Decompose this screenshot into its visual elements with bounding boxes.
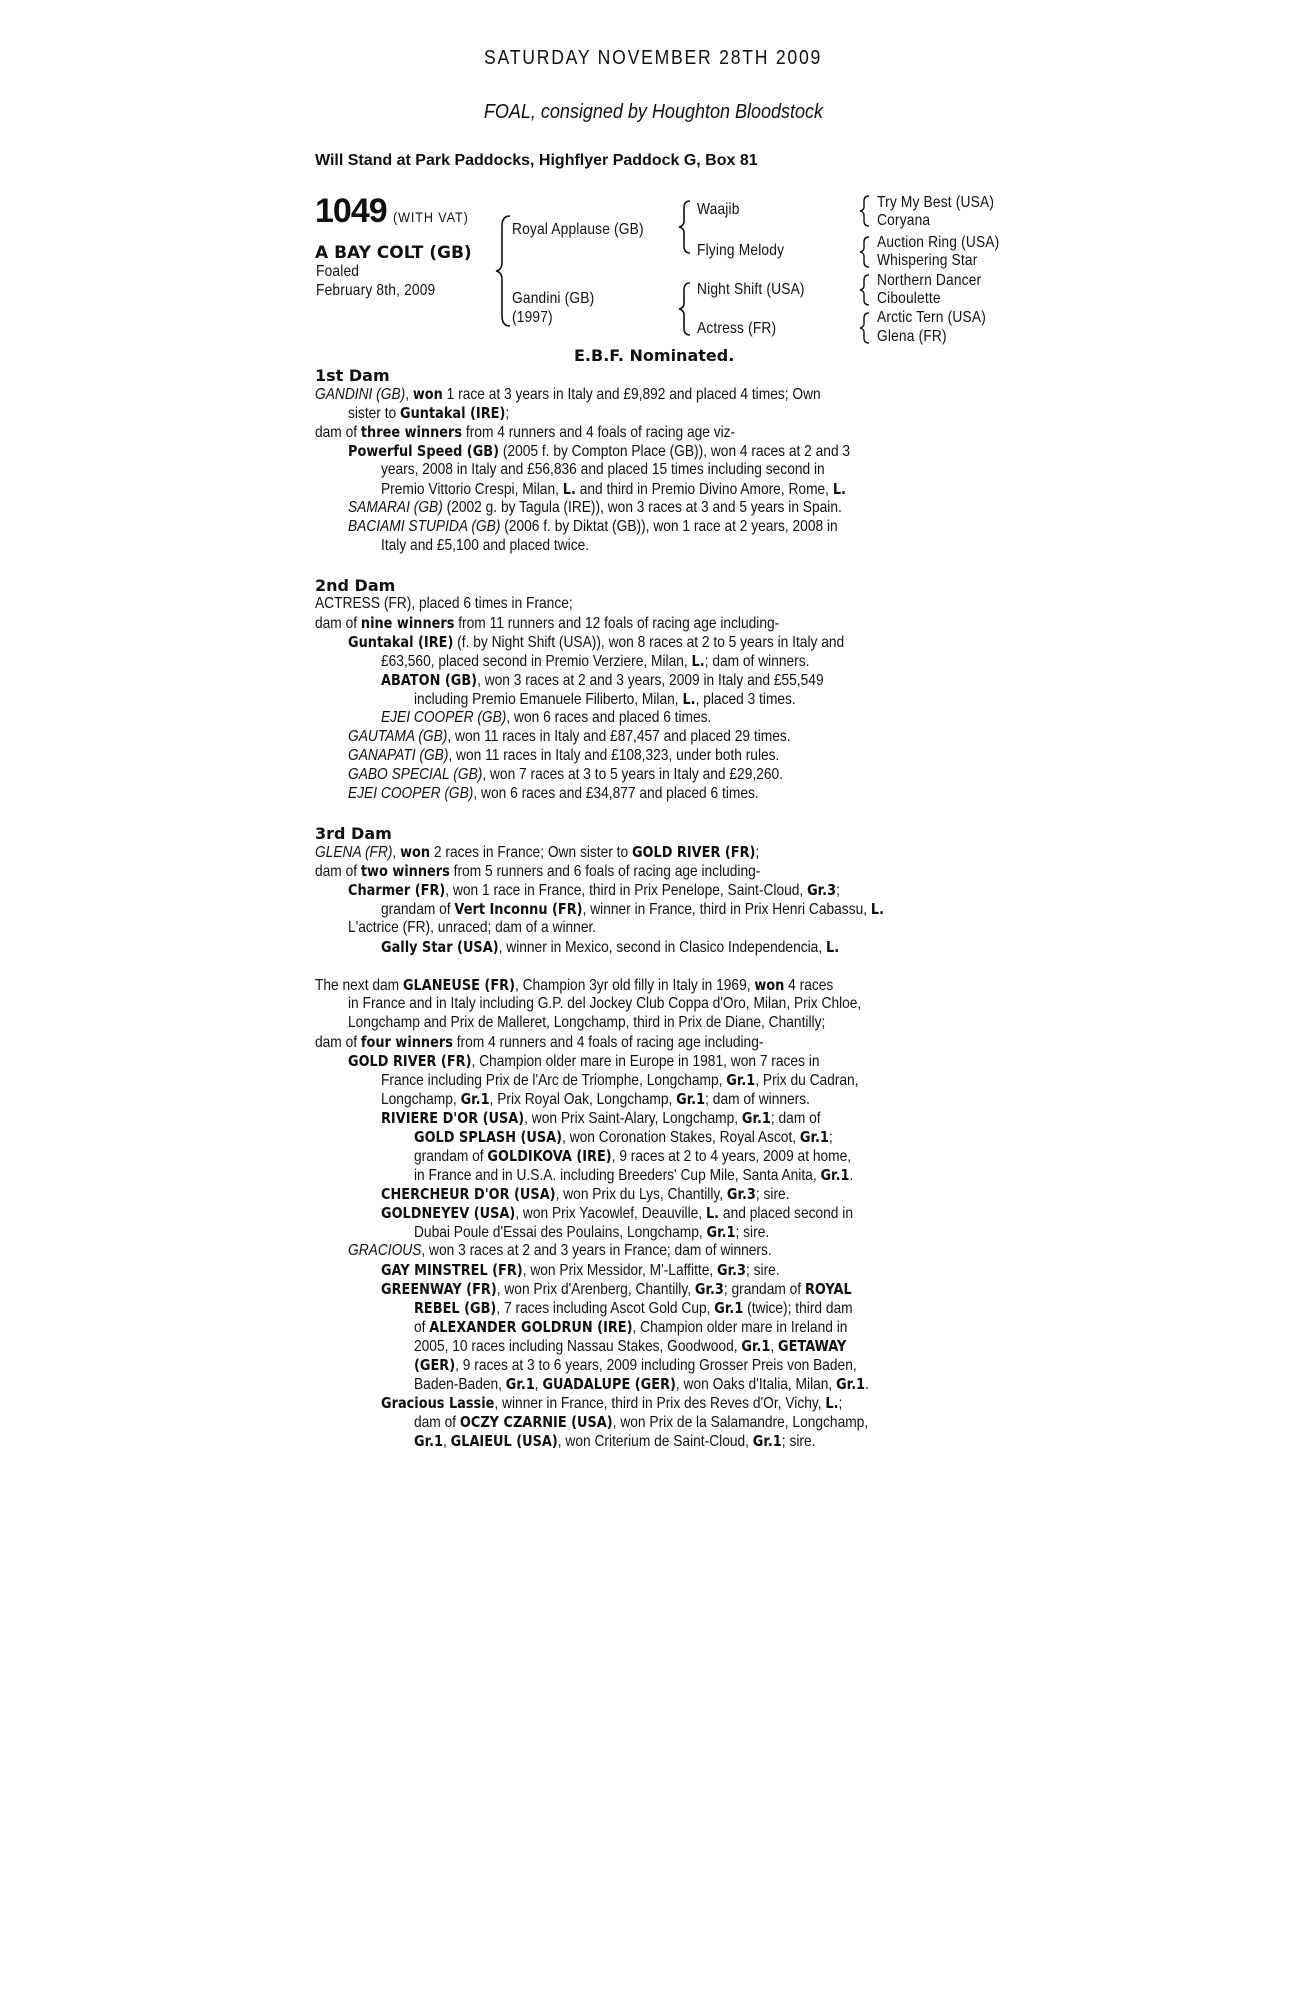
text-line: (GER), 9 races at 3 to 6 years, 2009 including Grosser Preis von Baden, xyxy=(414,1356,857,1374)
text-line: GOLD RIVER (FR), Champion older mare in Europe in 1981, won 7 races in xyxy=(348,1052,820,1070)
great-grandparent-7: Arctic Tern (USA) xyxy=(877,309,986,326)
text-line: Baden-Baden, Gr.1, GUADALUPE (GER), won Oaks d'Italia, Milan, Gr.1. xyxy=(414,1375,869,1393)
text-line: grandam of Vert Inconnu (FR), winner in France, third in Prix Henri Cabassu, L. xyxy=(381,900,885,918)
text-line: France including Prix de l'Arc de Triomphe, Longchamp, Gr.1, Prix du Cadran, xyxy=(381,1071,859,1089)
text-line: Charmer (FR), won 1 race in France, third in Prix Penelope, Saint-Cloud, Gr.3; xyxy=(348,881,840,899)
great-grandparent-5: Northern Dancer xyxy=(877,272,982,289)
foaled-label: Foaled xyxy=(316,263,360,280)
pedigree-brace-4 xyxy=(856,194,874,228)
ebf-nomination: E.B.F. Nominated. xyxy=(574,346,735,365)
vat-note: (WITH VAT) xyxy=(392,209,469,225)
text-line: including Premio Emanuele Filiberto, Milan, L., placed 3 times. xyxy=(414,690,796,708)
stand-location: Will Stand at Park Paddocks, Highflyer Paddock G, Box 81 xyxy=(315,152,758,169)
text-line: Powerful Speed (GB) (2005 f. by Compton Place (GB)), won 4 races at 2 and 3 xyxy=(348,442,851,460)
text-line: dam of three winners from 4 runners and 4 foals of racing age viz- xyxy=(315,423,736,441)
text-line: GLENA (FR), won 2 races in France; Own sister to GOLD RIVER (FR); xyxy=(315,843,760,861)
text-line: CHERCHEUR D'OR (USA), won Prix du Lys, Chantilly, Gr.3; sire. xyxy=(381,1185,790,1203)
text-line: dam of four winners from 4 runners and 4 foals of racing age including- xyxy=(315,1033,764,1051)
dam-dam: Actress (FR) xyxy=(697,320,777,337)
text-line: sister to Guntakal (IRE); xyxy=(348,404,510,422)
text-line: of ALEXANDER GOLDRUN (IRE), Champion older mare in Ireland in xyxy=(414,1318,848,1336)
lot-title: A BAY COLT (GB) xyxy=(315,243,472,263)
great-grandparent-8: Glena (FR) xyxy=(877,328,947,345)
pedigree-brace-7 xyxy=(856,311,874,345)
great-grandparent-6: Ciboulette xyxy=(877,290,941,307)
text-line: Gally Star (USA), winner in Mexico, second in Clasico Independencia, L. xyxy=(381,938,840,956)
text-line: ACTRESS (FR), placed 6 times in France; xyxy=(315,595,573,612)
foaled-date: February 8th, 2009 xyxy=(316,282,436,299)
sire-dam: Flying Melody xyxy=(697,242,785,259)
lot-number-value: 1049 xyxy=(315,192,387,230)
pedigree-brace-3 xyxy=(674,280,696,338)
text-line: in France and in U.S.A. including Breeders' Cup Mile, Santa Anita, Gr.1. xyxy=(414,1166,854,1184)
text-line: Italy and £5,100 and placed twice. xyxy=(381,537,590,554)
sale-date: SATURDAY NOVEMBER 28TH 2009 xyxy=(484,47,823,69)
text-line: grandam of GOLDIKOVA (IRE), 9 races at 2 to 4 years, 2009 at home, xyxy=(414,1147,852,1165)
text-line: GRACIOUS, won 3 races at 2 and 3 years in France; dam of winners. xyxy=(348,1242,772,1259)
text-line: GAY MINSTREL (FR), won Prix Messidor, M'-Laffitte, Gr.3; sire. xyxy=(381,1261,780,1279)
consignor-line: FOAL, consigned by Houghton Bloodstock xyxy=(483,101,824,123)
pedigree-brace-6 xyxy=(856,273,874,307)
great-grandparent-1: Try My Best (USA) xyxy=(877,194,995,211)
text-line: GABO SPECIAL (GB), won 7 races at 3 to 5 years in Italy and £29,260. xyxy=(348,766,783,783)
text-line: GANAPATI (GB), won 11 races in Italy and £108,323, under both rules. xyxy=(348,747,780,764)
text-line: 2005, 10 races including Nassau Stakes, Goodwood, Gr.1, GETAWAY xyxy=(414,1337,847,1355)
text-line: Guntakal (IRE) (f. by Night Shift (USA)), won 8 races at 2 to 5 years in Italy and xyxy=(348,633,845,651)
second-dam-heading: 2nd Dam xyxy=(315,576,396,595)
text-line: GANDINI (GB), won 1 race at 3 years in Italy and £9,892 and placed 4 times; Own xyxy=(315,385,821,403)
text-line: GREENWAY (FR), won Prix d'Arenberg, Chantilly, Gr.3; grandam of ROYAL xyxy=(381,1280,852,1298)
pedigree-brace-2 xyxy=(674,198,696,256)
text-line: years, 2008 in Italy and £56,836 and placed 15 times including second in xyxy=(381,461,825,478)
dam-sire: Night Shift (USA) xyxy=(697,281,805,298)
text-line: ABATON (GB), won 3 races at 2 and 3 years, 2009 in Italy and £55,549 xyxy=(381,671,824,689)
pedigree-brace-5 xyxy=(856,235,874,269)
text-line: BACIAMI STUPIDA (GB) (2006 f. by Diktat (GB)), won 1 race at 2 years, 2008 in xyxy=(348,518,838,535)
text-line: Dubai Poule d'Essai des Poulains, Longchamp, Gr.1; sire. xyxy=(414,1223,770,1241)
text-line: L'actrice (FR), unraced; dam of a winner. xyxy=(348,919,597,936)
text-line: dam of OCZY CZARNIE (USA), won Prix de la Salamandre, Longchamp, xyxy=(414,1413,869,1431)
great-grandparent-3: Auction Ring (USA) xyxy=(877,234,1000,251)
great-grandparent-4: Whispering Star xyxy=(877,252,978,269)
text-line: GAUTAMA (GB), won 11 races in Italy and £87,457 and placed 29 times. xyxy=(348,728,791,745)
text-line: Premio Vittorio Crespi, Milan, L. and third in Premio Divino Amore, Rome, L. xyxy=(381,480,846,498)
text-line: SAMARAI (GB) (2002 g. by Tagula (IRE)), won 3 races at 3 and 5 years in Spain. xyxy=(348,499,842,516)
text-line: £63,560, placed second in Premio Verziere, Milan, L.; dam of winners. xyxy=(381,652,810,670)
dam: Gandini (GB) xyxy=(512,290,595,307)
text-line: The next dam GLANEUSE (FR), Champion 3yr old filly in Italy in 1969, won 4 races xyxy=(315,976,834,994)
text-line: EJEI COOPER (GB), won 6 races and £34,877 and placed 6 times. xyxy=(348,785,759,802)
sire: Royal Applause (GB) xyxy=(512,221,644,238)
text-line: Longchamp and Prix de Malleret, Longchamp, third in Prix de Diane, Chantilly; xyxy=(348,1014,826,1031)
third-dam-heading: 3rd Dam xyxy=(315,824,392,843)
text-line: Gr.1, GLAIEUL (USA), won Criterium de Saint-Cloud, Gr.1; sire. xyxy=(414,1432,816,1450)
text-line: in France and in Italy including G.P. del Jockey Club Coppa d'Oro, Milan, Prix Chloe, xyxy=(348,995,862,1012)
first-dam-heading: 1st Dam xyxy=(315,366,390,385)
text-line: Gracious Lassie, winner in France, third in Prix des Reves d'Or, Vichy, L.; xyxy=(381,1394,843,1412)
text-line: RIVIERE D'OR (USA), won Prix Saint-Alary, Longchamp, Gr.1; dam of xyxy=(381,1109,821,1127)
sire-sire: Waajib xyxy=(697,201,740,218)
dam-year: (1997) xyxy=(512,309,553,326)
great-grandparent-2: Coryana xyxy=(877,212,931,229)
text-line: dam of two winners from 5 runners and 6 foals of racing age including- xyxy=(315,862,761,880)
text-line: EJEI COOPER (GB), won 6 races and placed 6 times. xyxy=(381,709,712,726)
text-line: GOLDNEYEV (USA), won Prix Yacowlef, Deauville, L. and placed second in xyxy=(381,1204,853,1222)
text-line: REBEL (GB), 7 races including Ascot Gold Cup, Gr.1 (twice); third dam xyxy=(414,1299,853,1317)
lot-number xyxy=(315,192,477,231)
text-line: Longchamp, Gr.1, Prix Royal Oak, Longchamp, Gr.1; dam of winners. xyxy=(381,1090,810,1108)
text-line: dam of nine winners from 11 runners and 12 foals of racing age including- xyxy=(315,614,780,632)
text-line: GOLD SPLASH (USA), won Coronation Stakes, Royal Ascot, Gr.1; xyxy=(414,1128,833,1146)
